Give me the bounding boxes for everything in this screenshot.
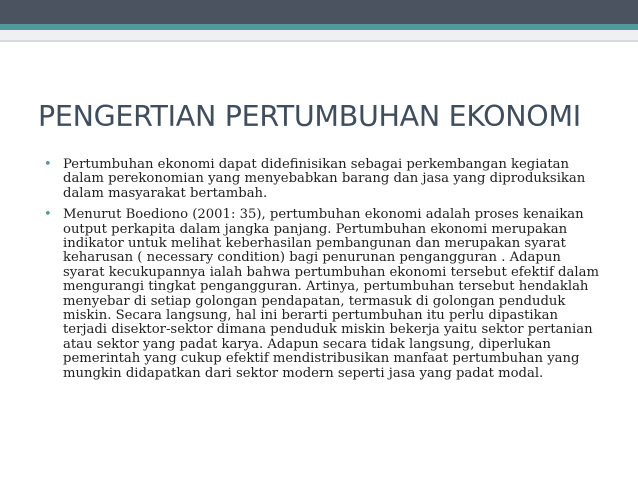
slide-title: PENGERTIAN PERTUMBUHAN EKONOMI — [38, 100, 581, 133]
header-bar-dark — [0, 0, 638, 24]
bullet-text: Pertumbuhan ekonomi dapat didefinisikan sebagai perkembangan kegiatan dalam perekonomian yang menyebabkan barang dan jasa yang diproduksikan dalam masyarakat bertambah. — [63, 157, 586, 201]
header-bar-light — [0, 30, 638, 40]
bullet-item-definition — [44, 158, 604, 201]
bullet-dot-icon: • — [44, 207, 52, 223]
bullet-item-boediono — [44, 208, 604, 381]
bullet-dot-icon: • — [44, 157, 52, 172]
header-bar-divider — [0, 40, 638, 42]
bullet-text: Menurut Boediono (2001: 35), pertumbuhan ekonomi adalah proses kenaikan output perkapita dalam jangka panjang. Pertumbuhan ekonomi merupakan indikator untuk melihat keberhasilan pembangunan dan merupakan syarat keharusan ( necessary condition) bagi penurunan pengangguran . Adapun syarat kecukupannya ialah bahwa pertumbuhan ekonomi tersebut efektif dalam mengurangi tingkat pengangguran. Artinya, pertumbuhan tersebut hendaklah menyebar di setiap golongan pendapatan, termasuk di golongan penduduk miskin. Secara langsung, hal ini berarti pertumbuhan itu perlu dipastikan terjadi disektor-sektor dimana penduduk miskin bekerja yaitu sektor pertanian atau sektor yang padat karya. Adapun secara tidak langsung, diperlukan pemerintah yang cukup efektif mendistribusikan manfaat pertumbuhan yang mungkin didapatkan dari sektor modern seperti jasa yang padat modal. — [63, 207, 599, 381]
bullet-list — [44, 158, 604, 388]
